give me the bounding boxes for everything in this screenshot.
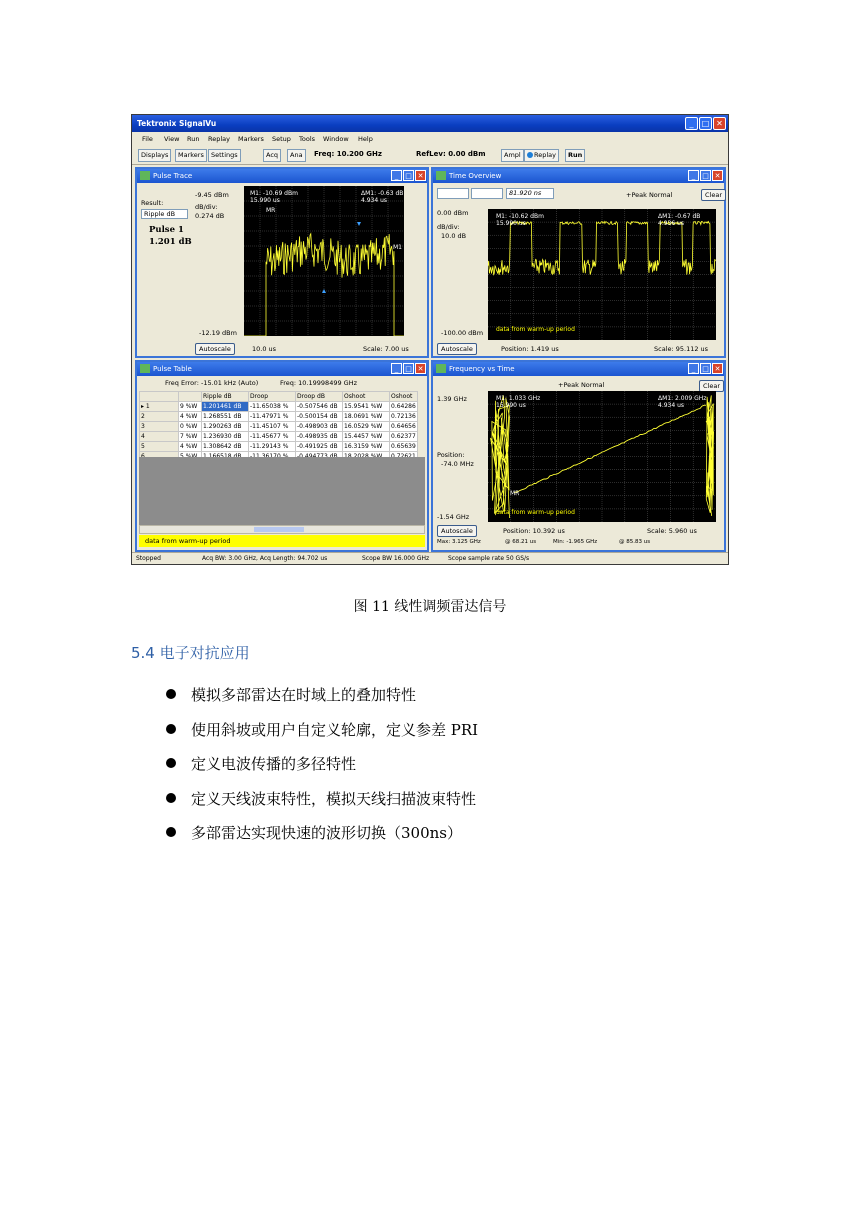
table-cell[interactable]: 18.0691 %W bbox=[343, 412, 390, 422]
ampl-button[interactable]: Ampl bbox=[501, 149, 524, 162]
menu-run[interactable]: Run bbox=[187, 135, 200, 143]
warmup-bar bbox=[139, 535, 425, 547]
table-cell[interactable]: -0.491925 dB bbox=[296, 442, 343, 452]
list-item-text: 定义电波传播的多径特性 bbox=[191, 755, 357, 773]
panel-icon bbox=[436, 364, 446, 373]
close-icon[interactable]: ✕ bbox=[415, 363, 426, 374]
table-cell[interactable]: -11.45107 % bbox=[249, 422, 296, 432]
close-icon[interactable]: ✕ bbox=[712, 170, 723, 181]
bullet-icon bbox=[166, 827, 176, 837]
markers-button[interactable]: Markers bbox=[175, 149, 207, 162]
pulse-table-panel bbox=[135, 360, 429, 552]
maximize-icon[interactable]: □ bbox=[699, 117, 712, 130]
displays-button[interactable]: Displays bbox=[138, 149, 171, 162]
clear-button[interactable]: Clear bbox=[701, 189, 726, 201]
list-item bbox=[166, 788, 478, 823]
status-acq: Acq BW: 3.00 GHz, Acq Length: 94.702 us bbox=[202, 555, 328, 562]
table-cell[interactable]: -0.498935 dB bbox=[296, 432, 343, 442]
menu-tools[interactable]: Tools bbox=[299, 135, 316, 143]
m1-time: 15.990 us bbox=[496, 402, 526, 409]
reflev-readout[interactable]: RefLev: 0.00 dBm bbox=[416, 150, 486, 158]
figure-caption: 图 11 线性调频雷达信号 bbox=[353, 599, 507, 615]
freq-edge-noise bbox=[491, 395, 510, 518]
table-cell[interactable]: 4 %W bbox=[179, 442, 202, 452]
autoscale-button[interactable]: Autoscale bbox=[437, 525, 477, 537]
time-field[interactable]: 81.920 ns bbox=[506, 188, 554, 199]
table-cell[interactable]: 0.72136 bbox=[391, 413, 416, 420]
row-selector[interactable] bbox=[140, 432, 179, 442]
position-readout[interactable]: Position: 10.392 us bbox=[503, 527, 565, 535]
bottom-readout: -100.00 dBm bbox=[441, 329, 484, 337]
scrollbar-thumb[interactable] bbox=[254, 527, 304, 532]
column-header[interactable]: Droop dB bbox=[296, 392, 343, 402]
column-header[interactable]: Oshoot bbox=[390, 392, 418, 402]
maximize-icon[interactable]: □ bbox=[700, 363, 711, 374]
bottom-readout: -12.19 dBm bbox=[199, 329, 237, 337]
maximize-icon[interactable]: □ bbox=[403, 170, 414, 181]
dbdiv-value[interactable]: 0.274 dB bbox=[195, 212, 225, 220]
bottom-readout: -1.54 GHz bbox=[437, 513, 470, 521]
top-readout[interactable]: 0.00 dBm bbox=[437, 209, 469, 217]
minimize-icon[interactable]: _ bbox=[688, 363, 699, 374]
min-at: @ 85.83 us bbox=[619, 539, 651, 545]
table-cell[interactable]: -11.65038 % bbox=[249, 402, 296, 412]
row-number: 3 bbox=[141, 423, 145, 430]
time-overview-svg bbox=[488, 209, 716, 340]
close-icon[interactable]: ✕ bbox=[713, 117, 726, 130]
table-cell[interactable]: -0.500154 dB bbox=[296, 412, 343, 422]
table-cell[interactable]: 9 %W bbox=[179, 402, 202, 412]
marker-arrow-icon bbox=[357, 222, 361, 226]
table-cell[interactable]: -0.507546 dB bbox=[296, 402, 343, 412]
list-item-text: 多部雷达实现快速的波形切换（300ns） bbox=[191, 824, 462, 842]
result-select[interactable]: Ripple dB bbox=[141, 209, 188, 219]
min-readout: Min: -1.965 GHz bbox=[553, 539, 598, 545]
list-item bbox=[166, 719, 478, 754]
run-button[interactable]: Run bbox=[565, 149, 585, 162]
table-row[interactable] bbox=[140, 412, 418, 422]
max-at: @ 68.21 us bbox=[505, 539, 537, 545]
table-cell[interactable]: 0.65639 bbox=[391, 443, 416, 450]
table-cell[interactable]: 16.3159 %W bbox=[343, 442, 390, 452]
freq-vs-time-plot[interactable] bbox=[488, 391, 716, 522]
clear-button[interactable]: Clear bbox=[699, 380, 724, 392]
list-item-text: 定义天线波束特性，模拟天线扫描波束特性 bbox=[191, 789, 477, 808]
panel-icon bbox=[140, 364, 150, 373]
close-icon[interactable]: ✕ bbox=[712, 363, 723, 374]
list-item-text: 模拟多部雷达在时域上的叠加特性 bbox=[191, 686, 417, 704]
minimize-icon[interactable]: _ bbox=[688, 170, 699, 181]
pulse-trace-panel bbox=[135, 167, 429, 358]
result-label: Result: bbox=[141, 199, 164, 207]
dbdiv-label: dB/div: bbox=[437, 223, 460, 231]
status-scope: Scope BW 16.000 GHz bbox=[362, 555, 430, 562]
dm1-value: ΔM1: -0.67 dB bbox=[658, 213, 701, 220]
freq-vs-time-svg bbox=[488, 391, 716, 522]
freq-value: Freq: 10.19998499 GHz bbox=[280, 379, 358, 387]
window-titlebar bbox=[132, 115, 728, 132]
maximize-icon[interactable]: □ bbox=[700, 170, 711, 181]
table-cell[interactable]: 0.62377 bbox=[391, 433, 416, 440]
bullet-icon bbox=[166, 689, 176, 699]
m1-tag: M1 bbox=[393, 244, 402, 251]
bullet-list bbox=[166, 684, 478, 857]
table-cell[interactable]: -11.29143 % bbox=[249, 442, 296, 452]
menubar bbox=[132, 133, 728, 145]
ana-button[interactable]: Ana bbox=[287, 149, 306, 162]
horizontal-scrollbar[interactable] bbox=[139, 525, 425, 534]
menu-markers[interactable]: Markers bbox=[238, 135, 264, 143]
menu-help[interactable]: Help bbox=[358, 135, 373, 143]
dm1-time: 4.934 us bbox=[361, 197, 388, 204]
pulse-trace-title: Pulse Trace bbox=[153, 172, 193, 180]
table-row[interactable] bbox=[140, 402, 418, 412]
table-row[interactable] bbox=[140, 422, 418, 432]
max-readout: Max: 3.125 GHz bbox=[437, 539, 481, 545]
row-number: 5 bbox=[141, 443, 145, 450]
bullet-icon bbox=[166, 758, 176, 768]
section-heading: 5.4 电子对抗应用 bbox=[131, 644, 250, 662]
m1-time: 15.990 us bbox=[250, 197, 280, 204]
scale-readout[interactable]: Scale: 95.112 us bbox=[654, 345, 709, 353]
dm1-value: ΔM1: 2.009 GHz bbox=[658, 395, 707, 402]
freq-readout[interactable]: Freq: 10.200 GHz bbox=[314, 150, 382, 158]
dm1-value: ΔM1: -0.63 dB bbox=[361, 190, 404, 197]
minimize-icon[interactable]: _ bbox=[685, 117, 698, 130]
acq-button[interactable]: Acq bbox=[263, 149, 281, 162]
status-bar bbox=[132, 552, 728, 564]
scale-readout[interactable]: Scale: 5.960 us bbox=[647, 527, 697, 535]
autoscale-button[interactable]: Autoscale bbox=[437, 343, 477, 355]
freq-vs-time-title: Frequency vs Time bbox=[449, 365, 515, 373]
signalvu-window bbox=[131, 114, 729, 565]
minimize-icon[interactable]: _ bbox=[391, 170, 402, 181]
menu-window[interactable]: Window bbox=[323, 135, 349, 143]
table-cell[interactable]: 16.0529 %W bbox=[343, 422, 390, 432]
freq-vs-time-line bbox=[514, 405, 706, 493]
maximize-icon[interactable]: □ bbox=[403, 363, 414, 374]
pulse-table bbox=[139, 391, 418, 462]
table-cell[interactable]: -0.498903 dB bbox=[296, 422, 343, 432]
dm1-readout bbox=[658, 395, 706, 409]
close-icon[interactable]: ✕ bbox=[415, 170, 426, 181]
top-readout[interactable]: -9.45 dBm bbox=[195, 191, 229, 199]
menu-file[interactable]: File bbox=[142, 135, 153, 143]
settings-button[interactable]: Settings bbox=[208, 149, 241, 162]
list-item bbox=[166, 753, 478, 788]
column-header[interactable] bbox=[140, 392, 179, 402]
m1-value: M1: 1.033 GHz bbox=[496, 395, 541, 402]
position-value[interactable]: -74.0 MHz bbox=[441, 460, 474, 468]
column-header[interactable]: Oshoot bbox=[343, 392, 390, 402]
column-header[interactable]: Ripple dB bbox=[202, 392, 249, 402]
freq-vs-time-panel bbox=[431, 360, 726, 552]
m1-value: M1: -10.62 dBm bbox=[496, 213, 544, 220]
pulse-step-button[interactable] bbox=[471, 188, 503, 199]
warmup-note: data from warm-up period bbox=[145, 537, 231, 545]
mr-tag: MR bbox=[266, 207, 276, 214]
table-cell[interactable]: 1.268551 dB bbox=[202, 412, 249, 422]
freq-edge-noise bbox=[706, 395, 713, 516]
warmup-note: data from warm-up period bbox=[496, 509, 575, 516]
scale-readout[interactable]: Scale: 7.00 us bbox=[363, 345, 409, 353]
peak-mode[interactable]: +Peak Normal bbox=[626, 191, 673, 199]
table-cell[interactable]: 15.4457 %W bbox=[343, 432, 390, 442]
autoscale-button[interactable]: Autoscale bbox=[195, 343, 235, 355]
dbdiv-label: dB/div: bbox=[195, 203, 218, 211]
table-row[interactable] bbox=[140, 432, 418, 442]
menu-replay[interactable]: Replay bbox=[208, 135, 230, 143]
list-item bbox=[166, 684, 478, 719]
dm1-time: 4.936 us bbox=[658, 220, 685, 227]
panel-icon bbox=[436, 171, 446, 180]
time-readout[interactable]: 10.0 us bbox=[252, 345, 277, 353]
row-number: 4 bbox=[141, 433, 145, 440]
top-readout[interactable]: 1.39 GHz bbox=[437, 395, 467, 403]
column-header[interactable]: Droop bbox=[249, 392, 296, 402]
panel-icon bbox=[140, 171, 150, 180]
time-overview-panel bbox=[431, 167, 726, 358]
m1-readout bbox=[496, 213, 544, 227]
pulse-trace-plot[interactable] bbox=[244, 186, 404, 336]
row-selector[interactable] bbox=[140, 422, 179, 432]
list-item bbox=[166, 822, 478, 857]
table-cell[interactable]: 4 %W bbox=[179, 412, 202, 422]
pulse-value: 1.201 dB bbox=[149, 237, 192, 247]
window-title: Tektronix SignalVu bbox=[137, 119, 217, 128]
table-cell[interactable]: 0 %W bbox=[179, 422, 202, 432]
menu-view[interactable]: View bbox=[164, 135, 180, 143]
minimize-icon[interactable]: _ bbox=[391, 363, 402, 374]
m1-readout bbox=[496, 395, 540, 409]
position-label: Position: bbox=[437, 451, 465, 459]
replay-button[interactable] bbox=[524, 149, 559, 162]
row-selector[interactable] bbox=[140, 442, 179, 452]
table-cell[interactable]: -11.47971 % bbox=[249, 412, 296, 422]
table-cell[interactable]: 1.236930 dB bbox=[202, 432, 249, 442]
freq-error: Freq Error: -15.01 kHz (Auto) bbox=[165, 379, 259, 387]
dbdiv-value[interactable]: 10.0 dB bbox=[441, 232, 467, 240]
table-cell[interactable]: 7 %W bbox=[179, 432, 202, 442]
status-rate: Scope sample rate 50 GS/s bbox=[448, 555, 530, 562]
time-overview-title: Time Overview bbox=[449, 172, 502, 180]
menu-setup[interactable]: Setup bbox=[272, 135, 291, 143]
dm1-time: 4.934 us bbox=[658, 402, 685, 409]
warmup-note: data from warm-up period bbox=[496, 326, 575, 333]
dm1-readout bbox=[361, 190, 403, 204]
table-cell[interactable]: 1.290263 dB bbox=[202, 422, 249, 432]
table-cell[interactable]: 1.201461 dB bbox=[202, 402, 249, 412]
row-number: 2 bbox=[141, 413, 145, 420]
table-cell[interactable]: 0.64286 bbox=[391, 403, 416, 410]
status-state: Stopped bbox=[136, 555, 161, 562]
table-header-row bbox=[140, 392, 418, 402]
pulse-name: Pulse 1 bbox=[149, 225, 184, 235]
row-selector[interactable] bbox=[140, 412, 179, 422]
list-item-text: 使用斜坡或用户自定义轮廓，定义参差 PRI bbox=[191, 720, 479, 739]
table-cell[interactable]: -11.45677 % bbox=[249, 432, 296, 442]
table-row[interactable] bbox=[140, 442, 418, 452]
peak-mode[interactable]: +Peak Normal bbox=[558, 381, 605, 389]
bullet-icon bbox=[166, 793, 176, 803]
position-readout[interactable]: Position: 1.419 us bbox=[501, 345, 559, 353]
table-empty-area bbox=[139, 457, 425, 525]
column-header[interactable] bbox=[179, 392, 202, 402]
replay-label: Replay bbox=[534, 151, 556, 159]
m1-readout bbox=[250, 190, 298, 204]
pulse-table-title: Pulse Table bbox=[153, 365, 192, 373]
time-overview-plot[interactable] bbox=[488, 209, 716, 340]
replay-icon bbox=[527, 152, 533, 158]
mr-tag: MR bbox=[510, 490, 520, 497]
m1-value: M1: -10.69 dBm bbox=[250, 190, 298, 197]
table-cell[interactable]: 1.308642 dB bbox=[202, 442, 249, 452]
pulse-shape-button[interactable] bbox=[437, 188, 469, 199]
row-selector[interactable]: ▸ 1 bbox=[140, 402, 179, 412]
table-cell[interactable]: 0.64656 bbox=[391, 423, 416, 430]
toolbar bbox=[132, 146, 728, 165]
bullet-icon bbox=[166, 724, 176, 734]
row-number: 1 bbox=[145, 403, 150, 410]
table-cell[interactable]: 15.9541 %W bbox=[343, 402, 390, 412]
m1-time: 15.990 us bbox=[496, 220, 526, 227]
dm1-readout bbox=[658, 213, 700, 227]
